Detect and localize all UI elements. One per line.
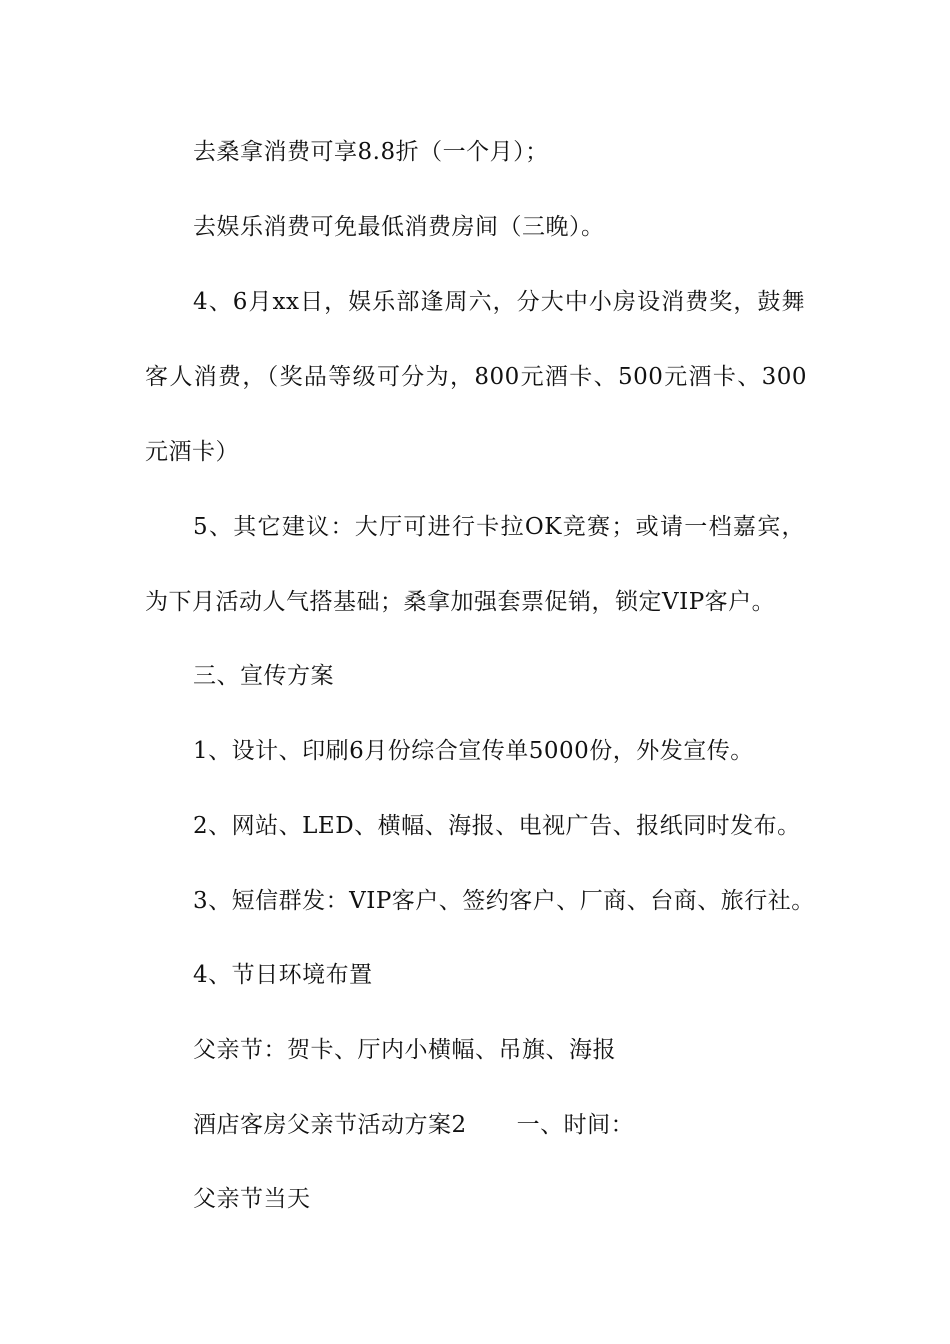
text-line-publicity-3: 3、短信群发：VIP客户、签约客户、厂商、台商、旅行社。: [193, 888, 815, 914]
text-line-sauna-discount: 去桑拿消费可享8.8折（一个月）；: [193, 139, 549, 165]
text-line-decoration: 父亲节：贺卡、厅内小横幅、吊旗、海报: [193, 1037, 616, 1063]
text-line-publicity-2: 2、网站、LED、横幅、海报、电视广告、报纸同时发布。: [193, 813, 801, 839]
text-line-fathers-day: 父亲节当天: [193, 1186, 311, 1212]
text-line-publicity-4: 4、节日环境布置: [193, 962, 373, 988]
text-line-publicity-1: 1、设计、印刷6月份综合宣传单5000份，外发宣传。: [193, 738, 754, 764]
text-line-entertainment-discount: 去娱乐消费可免最低消费房间（三晚）。: [193, 214, 605, 240]
plan-2-time-heading: 一、时间：: [516, 1112, 635, 1138]
text-line-item-5-end: 为下月活动人气搭基础；桑拿加强套票促销，锁定VIP客户。: [145, 589, 776, 615]
text-line-item-4-prizes: 客人消费，（奖品等级可分为，800元酒卡、500元酒卡、300: [145, 364, 807, 390]
text-line-plan-2-heading: [193, 1110, 873, 1140]
plan-2-title: 酒店客房父亲节活动方案2: [193, 1112, 467, 1138]
text-line-item-4-start: 4、6月xx日，娱乐部逢周六，分大中小房设消费奖，鼓舞: [193, 289, 805, 315]
text-line-item-5-start: 5、其它建议：大厅可进行卡拉OK竞赛；或请一档嘉宾，: [193, 514, 805, 540]
section-heading-publicity: 三、宣传方案: [193, 663, 334, 689]
text-line-item-4-end: 元酒卡）: [145, 439, 239, 465]
